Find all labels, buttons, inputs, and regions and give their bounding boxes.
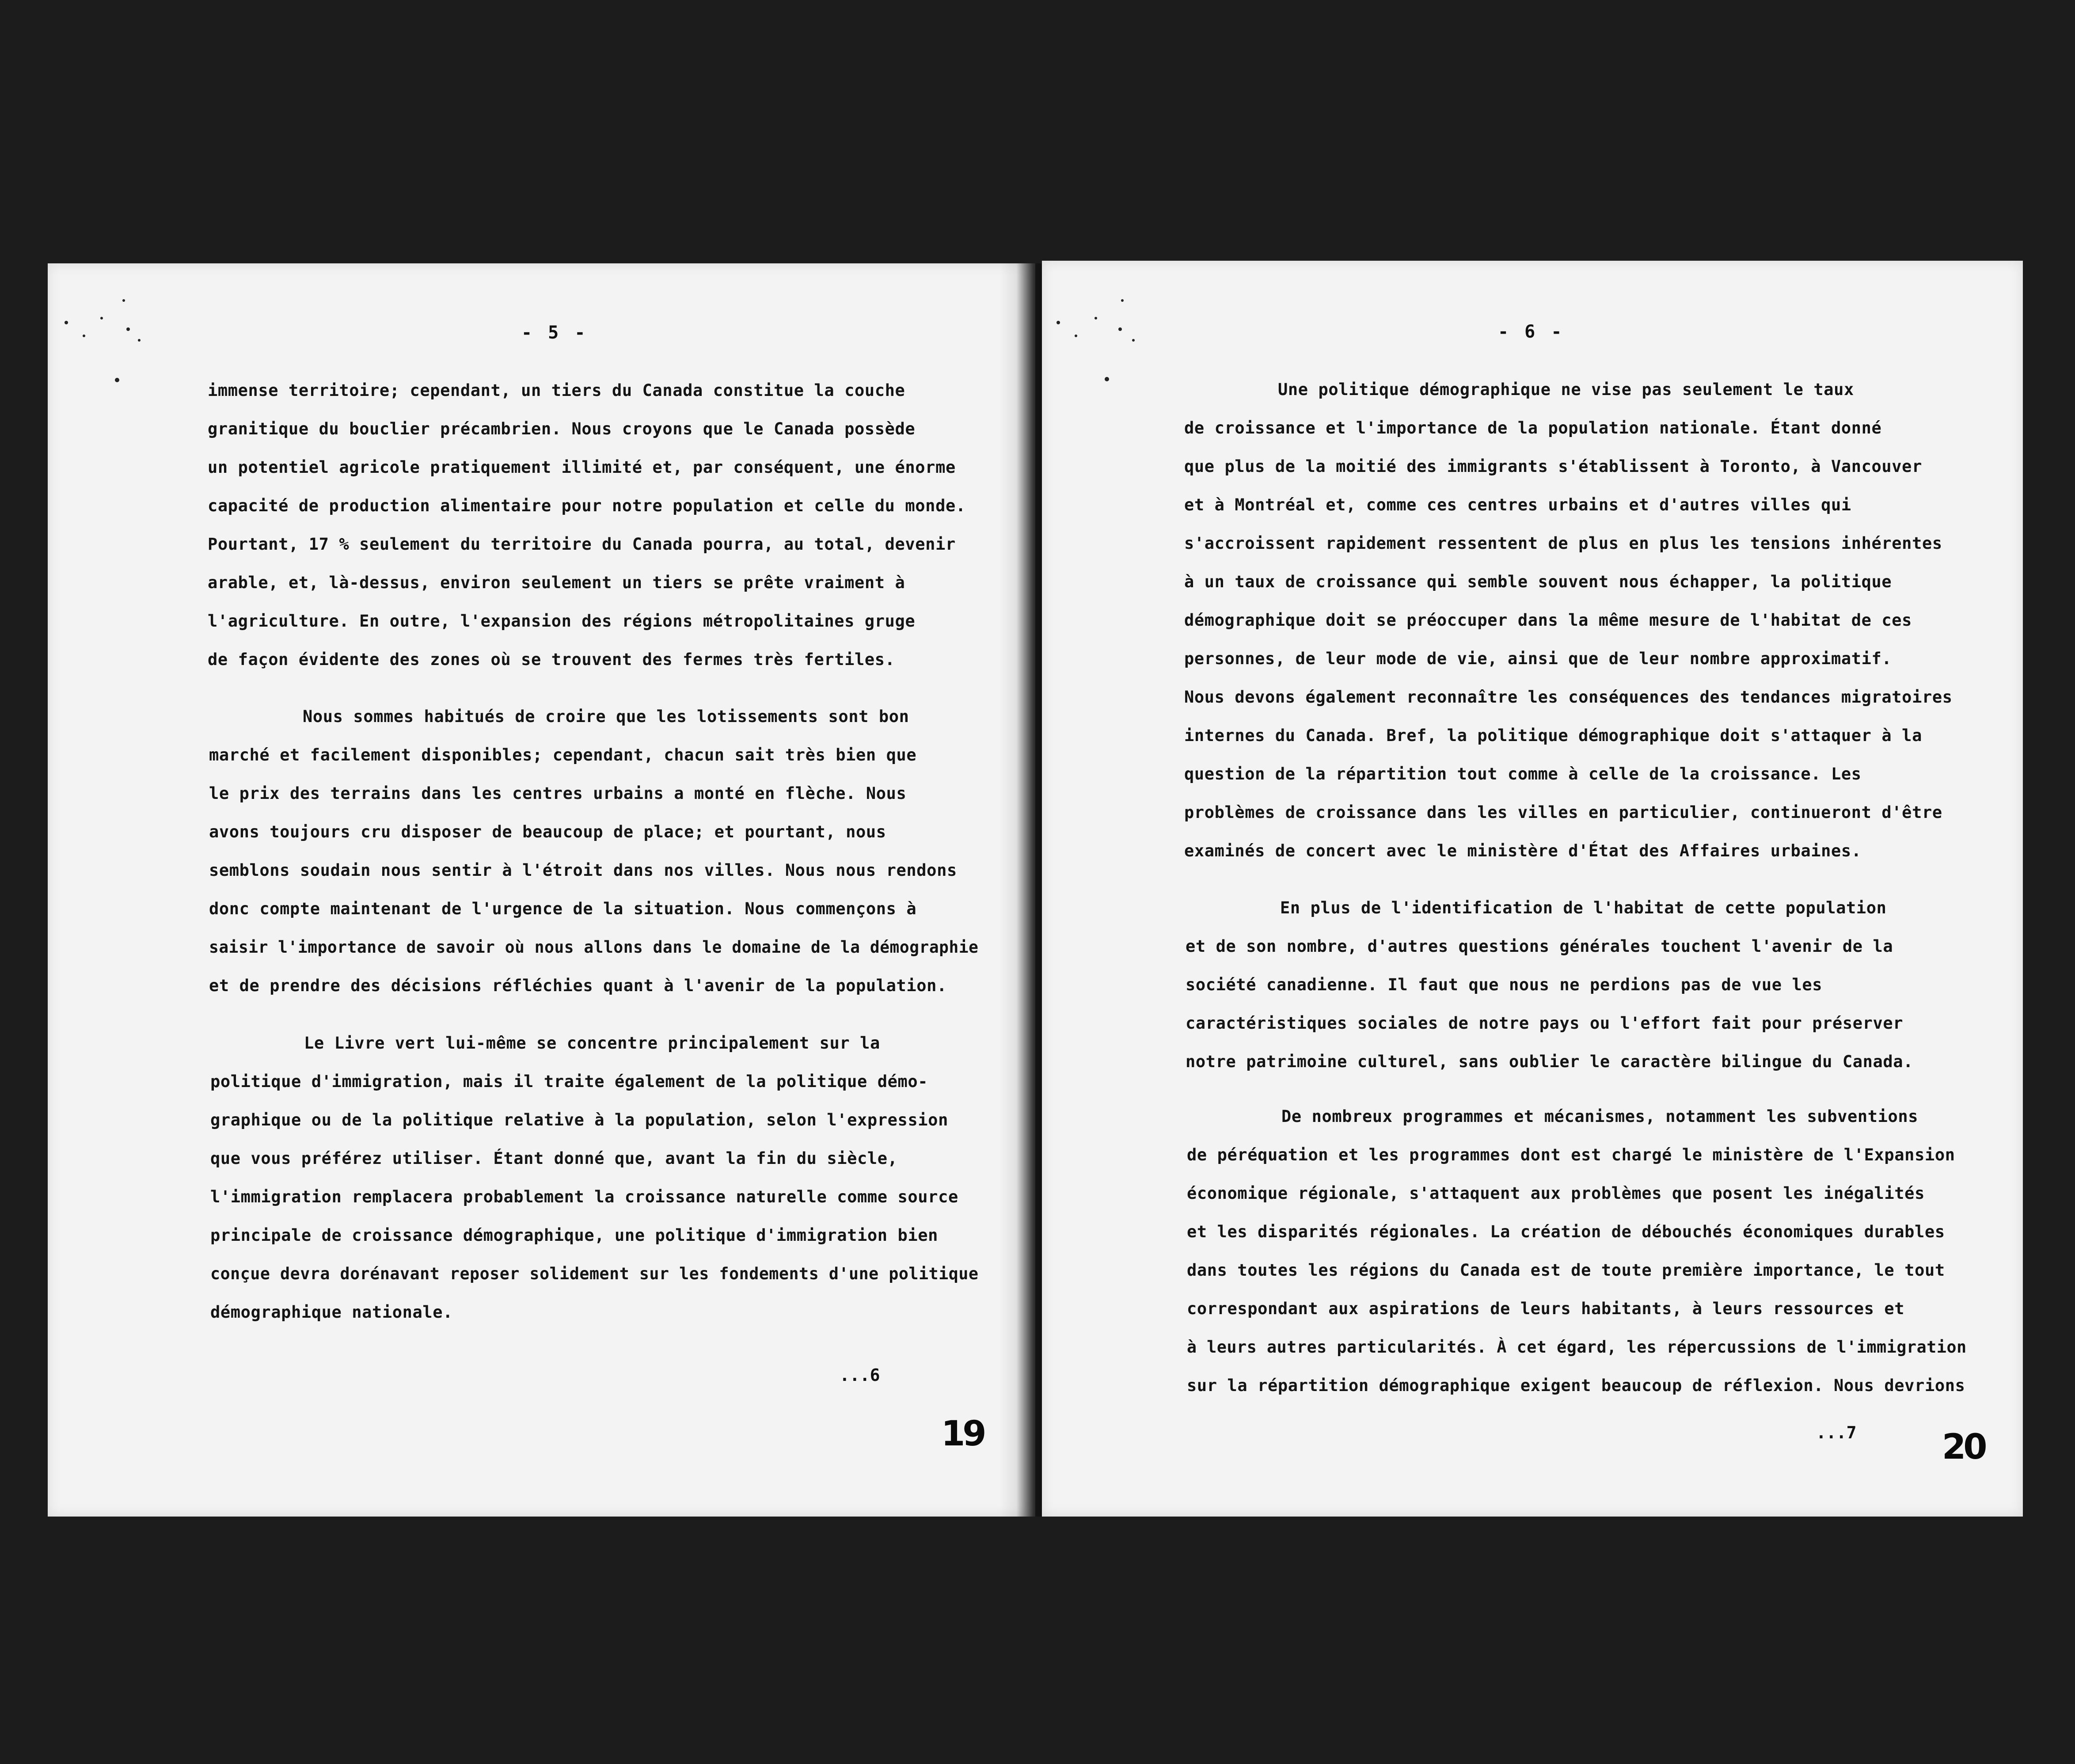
page-number: - 5 - xyxy=(521,323,588,343)
text-line: question de la répartition tout comme à celle de la croissance. Les xyxy=(1184,764,1862,783)
text-line: personnes, de leur mode de vie, ainsi que de leur nombre approximatif. xyxy=(1184,649,1892,668)
text-line: dans toutes les régions du Canada est de toute première importance, le tout xyxy=(1187,1261,1945,1280)
text-line: et de prendre des décisions réfléchies quant à l'avenir de la population. xyxy=(209,976,947,995)
text-line: granitique du bouclier précambrien. Nous croyons que le Canada possède xyxy=(208,419,916,438)
text-line: de péréquation et les programmes dont est chargé le ministère de l'Expansion xyxy=(1187,1145,1955,1164)
right-page xyxy=(1042,261,2023,1517)
text-line: société canadienne. Il faut que nous ne perdions pas de vue les xyxy=(1186,975,1823,994)
continuation-marker: ...6 xyxy=(840,1365,880,1385)
text-line: un potentiel agricole pratiquement illimité et, par conséquent, une énorme xyxy=(208,458,956,477)
text-line: s'accroissent rapidement ressentent de plus en plus les tensions inhérentes xyxy=(1184,534,1942,553)
page-number: - 6 - xyxy=(1498,322,1565,342)
text-line: principale de croissance démographique, une politique d'immigration bien xyxy=(210,1226,939,1245)
text-line: notre patrimoine culturel, sans oublier le caractère bilingue du Canada. xyxy=(1186,1052,1914,1071)
text-line: Le Livre vert lui-même se concentre principalement sur la xyxy=(304,1034,880,1053)
text-line: économique régionale, s'attaquent aux problèmes que posent les inégalités xyxy=(1187,1184,1925,1203)
text-line: que plus de la moitié des immigrants s'établissent à Toronto, à Vancouver xyxy=(1184,457,1922,476)
text-line: de croissance et l'importance de la population nationale. Étant donné xyxy=(1184,418,1882,437)
text-line: que vous préférez utiliser. Étant donné que, avant la fin du siècle, xyxy=(210,1149,898,1168)
text-line: de façon évidente des zones où se trouvent des fermes très fertiles. xyxy=(208,650,895,669)
text-line: arable, et, là-dessus, environ seulement un tiers se prête vraiment à xyxy=(208,573,905,592)
text-line: Une politique démographique ne vise pas seulement le taux xyxy=(1278,380,1854,399)
continuation-marker: ...7 xyxy=(1816,1423,1857,1442)
text-line: démographique nationale. xyxy=(210,1303,453,1322)
text-line: le prix des terrains dans les centres urbains a monté en flèche. Nous xyxy=(209,784,907,803)
text-line: saisir l'importance de savoir où nous allons dans le domaine de la démographie xyxy=(209,938,979,957)
left-page xyxy=(48,263,1035,1517)
text-line: En plus de l'identification de l'habitat de cette population xyxy=(1280,898,1887,917)
text-line: graphique ou de la politique relative à la population, selon l'expression xyxy=(210,1110,948,1129)
text-line: De nombreux programmes et mécanismes, notamment les subventions xyxy=(1281,1107,1919,1126)
text-line: capacité de production alimentaire pour notre population et celle du monde. xyxy=(208,496,966,515)
text-line: à leurs autres particularités. À cet égard, les répercussions de l'immigration xyxy=(1187,1338,1967,1357)
text-line: l'agriculture. En outre, l'expansion des régions métropolitaines gruge xyxy=(208,612,916,631)
text-line: examinés de concert avec le ministère d'État des Affaires urbaines. xyxy=(1184,841,1862,860)
text-line: démographique doit se préoccuper dans la même mesure de l'habitat de ces xyxy=(1184,611,1912,630)
frame-number: 19 xyxy=(941,1414,984,1454)
text-line: Nous sommes habitués de croire que les lotissements sont bon xyxy=(303,707,909,726)
text-line: internes du Canada. Bref, la politique démographique doit s'attaquer à la xyxy=(1184,726,1922,745)
frame-number: 20 xyxy=(1942,1427,1985,1467)
text-line: avons toujours cru disposer de beaucoup de place; et pourtant, nous xyxy=(209,822,886,841)
scan-specks-left xyxy=(57,292,159,389)
text-line: donc compte maintenant de l'urgence de la situation. Nous commençons à xyxy=(209,899,917,918)
text-line: sur la répartition démographique exigent beaucoup de réflexion. Nous devrions xyxy=(1187,1376,1965,1395)
text-line: marché et facilement disponibles; cependant, chacun sait très bien que xyxy=(209,745,917,764)
text-line: caractéristiques sociales de notre pays ou l'effort fait pour préserver xyxy=(1186,1014,1904,1033)
text-line: problèmes de croissance dans les villes en particulier, continueront d'être xyxy=(1184,803,1942,822)
text-line: correspondant aux aspirations de leurs habitants, à leurs ressources et xyxy=(1187,1299,1905,1318)
text-line: Pourtant, 17 % seulement du territoire du Canada pourra, au total, devenir xyxy=(208,535,956,554)
text-line: l'immigration remplacera probablement la croissance naturelle comme source xyxy=(210,1187,958,1206)
text-line: à un taux de croissance qui semble souvent nous échapper, la politique xyxy=(1184,572,1892,591)
text-line: semblons soudain nous sentir à l'étroit dans nos villes. Nous nous rendons xyxy=(209,861,957,880)
text-line: conçue devra dorénavant reposer solidement sur les fondements d'une politique xyxy=(210,1264,979,1283)
text-line: Nous devons également reconnaître les conséquences des tendances migratoires xyxy=(1184,688,1953,707)
binding-gutter-shadow xyxy=(999,263,1042,1517)
text-line: et à Montréal et, comme ces centres urbains et d'autres villes qui xyxy=(1184,495,1851,514)
text-line: immense territoire; cependant, un tiers du Canada constitue la couche xyxy=(208,381,905,400)
text-line: politique d'immigration, mais il traite également de la politique démo- xyxy=(210,1072,928,1091)
text-line: et les disparités régionales. La création de débouchés économiques durables xyxy=(1187,1222,1945,1241)
scan-specks-right xyxy=(1047,292,1149,389)
text-line: et de son nombre, d'autres questions générales touchent l'avenir de la xyxy=(1186,937,1893,956)
